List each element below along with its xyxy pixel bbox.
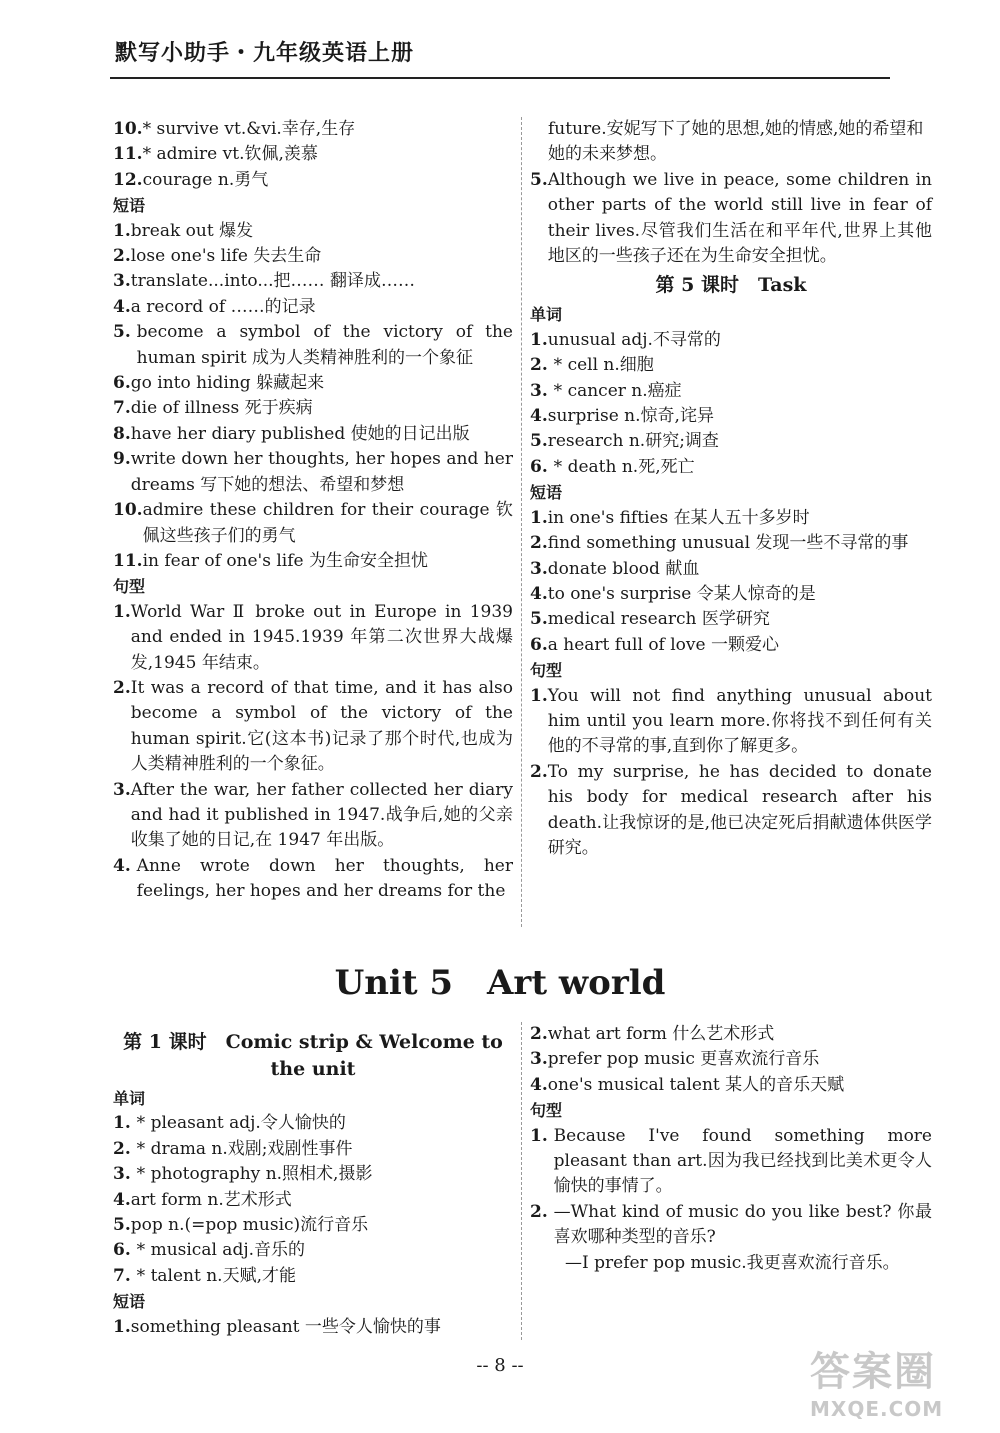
watermark-top: 答案圈 bbox=[810, 1349, 936, 1395]
item-text: donate blood 献血 bbox=[547, 558, 700, 579]
list-item bbox=[113, 1315, 513, 1340]
item-text: research n.研究;调查 bbox=[547, 431, 719, 452]
item-number: 2. bbox=[530, 355, 554, 376]
section-label: 句型 bbox=[530, 1101, 563, 1121]
item-number: 3. bbox=[530, 1049, 548, 1070]
item-number: 4. bbox=[113, 855, 137, 876]
unit-title: Unit 5 Art world bbox=[334, 963, 666, 1003]
item-text: what art form 什么艺术形式 bbox=[547, 1024, 775, 1044]
item-number: 8. bbox=[113, 423, 131, 444]
list-item bbox=[113, 1213, 513, 1238]
list-item bbox=[530, 557, 932, 582]
item-text: in fear of one's life 为生命安全担忧 bbox=[142, 550, 428, 571]
item-number: 3. bbox=[530, 558, 548, 579]
lesson-title: 第 5 课时 Task bbox=[655, 274, 807, 297]
section-label: 单词 bbox=[113, 1089, 146, 1108]
list-item bbox=[113, 295, 513, 320]
continued-text: —I prefer pop music.我更喜欢流行音乐。 bbox=[548, 1252, 900, 1273]
list-item bbox=[530, 404, 932, 429]
item-text: die of illness 死于疾病 bbox=[130, 398, 313, 419]
list-item bbox=[530, 582, 932, 607]
list-item bbox=[530, 328, 932, 353]
item-number: 6. bbox=[530, 634, 548, 655]
list-item bbox=[113, 498, 513, 549]
item-text: pop n.(=pop music)流行音乐 bbox=[130, 1215, 369, 1236]
item-text: * pleasant adj.令人愉快的 bbox=[136, 1113, 346, 1134]
list-item bbox=[113, 447, 513, 498]
item-number: 1. bbox=[530, 507, 548, 528]
section-label: 单词 bbox=[530, 305, 563, 325]
column-divider-top bbox=[521, 117, 522, 927]
list-item bbox=[530, 607, 932, 632]
item-text: * drama n.戏剧;戏剧性事件 bbox=[136, 1138, 353, 1159]
list-item bbox=[530, 1124, 932, 1200]
list-item bbox=[530, 168, 932, 270]
item-number: 2. bbox=[530, 1201, 554, 1222]
list-item bbox=[113, 117, 513, 142]
list-item bbox=[530, 1200, 932, 1251]
item-text: * talent n.天赋,才能 bbox=[136, 1265, 296, 1286]
list-item bbox=[113, 244, 513, 269]
list-item bbox=[113, 778, 513, 854]
list-item bbox=[530, 684, 932, 760]
item-text: It was a record of that time, and it has also become a symbol of the victory of the human spirit.它(这本书)记录了那个时代,也成为人类精神胜利的一个象征。 bbox=[130, 677, 513, 775]
item-number: 6. bbox=[113, 373, 131, 394]
page-header-title: 默写小助手・九年级英语上册 bbox=[115, 41, 415, 66]
item-text: World War Ⅱ broke out in Europe in 1939 and ended in 1945.1939 年第二次世界大战爆发,1945 年结束。 bbox=[130, 601, 513, 673]
page-number: -- 8 -- bbox=[476, 1355, 524, 1376]
section-label: 短语 bbox=[113, 196, 146, 216]
item-text: unusual adj.不寻常的 bbox=[547, 329, 721, 350]
item-number: 6. bbox=[530, 456, 554, 477]
item-text: * musical adj.音乐的 bbox=[136, 1240, 305, 1261]
item-text: * survive vt.&vi.幸存,生存 bbox=[142, 119, 356, 139]
list-item bbox=[530, 760, 932, 862]
watermark-bottom: MXQE.COM bbox=[810, 1397, 944, 1421]
list-item bbox=[113, 549, 513, 574]
item-number: 10. bbox=[113, 119, 143, 139]
left-column-top bbox=[113, 117, 513, 905]
item-text: medical research 医学研究 bbox=[547, 609, 770, 630]
item-text: * photography n.照相术,摄影 bbox=[136, 1164, 373, 1185]
list-item bbox=[113, 269, 513, 294]
item-number: 1. bbox=[113, 1113, 137, 1134]
item-number: 3. bbox=[113, 271, 131, 292]
item-number: 10. bbox=[113, 500, 143, 521]
item-number: 11. bbox=[113, 144, 143, 165]
item-number: 5. bbox=[530, 169, 548, 190]
item-number: 1. bbox=[113, 601, 131, 622]
list-item bbox=[530, 1073, 932, 1098]
list-item bbox=[113, 1238, 513, 1263]
list-item bbox=[530, 455, 932, 480]
item-number: 2. bbox=[530, 761, 548, 782]
item-number: 2. bbox=[530, 533, 548, 554]
item-text: * cell n.细胞 bbox=[553, 355, 654, 376]
item-number: 4. bbox=[113, 296, 131, 317]
item-text: find something unusual 发现一些不寻常的事 bbox=[547, 533, 909, 554]
item-text: to one's surprise 令某人惊奇的是 bbox=[547, 583, 816, 604]
item-text: become a symbol of the victory of the human spirit 成为人类精神胜利的一个象征 bbox=[136, 322, 513, 368]
lesson-title: 第 1 课时 Comic strip & Welcome to the unit bbox=[123, 1031, 503, 1080]
list-item bbox=[530, 1047, 932, 1072]
item-text: * cancer n.癌症 bbox=[553, 380, 682, 401]
item-number: 1. bbox=[113, 1316, 131, 1337]
item-number: 2. bbox=[113, 246, 131, 267]
item-number: 1. bbox=[530, 685, 548, 706]
item-text: write down her thoughts, her hopes and her dreams 写下她的想法、希望和梦想 bbox=[130, 449, 513, 495]
list-item bbox=[530, 506, 932, 531]
list-item bbox=[113, 1162, 513, 1187]
section-label: 句型 bbox=[530, 661, 563, 681]
list-item bbox=[113, 854, 513, 905]
item-text: lose one's life 失去生命 bbox=[130, 246, 322, 267]
item-text: a heart full of love 一颗爱心 bbox=[547, 634, 779, 655]
item-number: 4. bbox=[530, 1074, 548, 1095]
section-label: 短语 bbox=[530, 483, 563, 503]
item-number: 2. bbox=[113, 1138, 137, 1159]
item-text: courage n.勇气 bbox=[142, 169, 269, 190]
item-number: 6. bbox=[113, 1240, 137, 1261]
item-text: —What kind of music do you like best? 你最喜欢哪种类型的音乐? bbox=[553, 1201, 932, 1248]
right-column-bottom bbox=[530, 1022, 932, 1276]
right-column-top bbox=[530, 117, 932, 861]
item-number: 2. bbox=[530, 1024, 548, 1044]
column-divider-bottom bbox=[521, 1022, 522, 1340]
item-text: art form n.艺术形式 bbox=[130, 1189, 292, 1210]
list-item bbox=[113, 142, 513, 167]
item-number: 1. bbox=[113, 220, 131, 241]
watermark-logo bbox=[810, 1340, 970, 1420]
item-number: 3. bbox=[113, 779, 131, 800]
item-text: break out 爆发 bbox=[130, 220, 254, 241]
list-item bbox=[113, 396, 513, 421]
list-item bbox=[113, 1188, 513, 1213]
list-item bbox=[113, 168, 513, 193]
list-item bbox=[113, 371, 513, 396]
item-number: 5. bbox=[530, 609, 548, 630]
item-number: 7. bbox=[113, 398, 131, 419]
list-item bbox=[530, 531, 932, 556]
list-item bbox=[530, 1022, 932, 1047]
item-text: * death n.死,死亡 bbox=[553, 456, 695, 477]
item-text: After the war, her father collected her diary and had it published in 1947.战争后,她的父亲收集了她的日记,在 1947 年出版。 bbox=[130, 779, 513, 851]
item-text: translate...into...把…… 翻译成…… bbox=[130, 271, 415, 292]
list-item bbox=[113, 320, 513, 371]
item-text: something pleasant 一些令人愉快的事 bbox=[130, 1316, 441, 1337]
section-label: 短语 bbox=[113, 1292, 146, 1312]
item-text: surprise n.惊奇,诧异 bbox=[547, 406, 714, 427]
section-label: 句型 bbox=[113, 577, 146, 597]
item-number: 12. bbox=[113, 169, 143, 190]
item-text: have her diary published 使她的日记出版 bbox=[130, 423, 470, 444]
list-item bbox=[113, 1137, 513, 1162]
item-number: 2. bbox=[113, 677, 131, 698]
item-number: 4. bbox=[113, 1189, 131, 1210]
item-text: a record of ……的记录 bbox=[130, 296, 316, 317]
item-text: Because I've found something more pleasant than art.因为我已经找到比美术更令人愉快的事情了。 bbox=[553, 1125, 932, 1197]
item-number: 3. bbox=[530, 380, 554, 401]
list-item bbox=[530, 353, 932, 378]
item-number: 5. bbox=[113, 1215, 131, 1236]
item-number: 3. bbox=[113, 1164, 137, 1185]
item-text: Although we live in peace, some children in other parts of the world still live in fear of their lives.尽管我们生活在和平年代,世界上其他地区的一些孩子还在为生命安全担忧。 bbox=[547, 169, 932, 267]
item-text: in one's fifties 在某人五十多岁时 bbox=[547, 507, 810, 528]
list-item bbox=[113, 422, 513, 447]
item-text: go into hiding 躲藏起来 bbox=[130, 373, 325, 394]
header-rule bbox=[110, 77, 890, 79]
item-number: 11. bbox=[113, 550, 143, 571]
continued-text: future.安妮写下了她的思想,她的情感,她的希望和她的未来梦想。 bbox=[548, 119, 924, 165]
item-number: 1. bbox=[530, 1125, 554, 1146]
item-text: To my surprise, he has decided to donate his body for medical research after his death.让我惊讶的是,他已决定死后捐献遗体供医学研究。 bbox=[547, 761, 932, 858]
item-text: one's musical talent 某人的音乐天赋 bbox=[547, 1074, 845, 1095]
item-text: You will not find anything unusual about him until you learn more.你将找不到任何有关他的不寻常的事,直到你了解更多。 bbox=[547, 685, 932, 757]
list-item bbox=[113, 1264, 513, 1289]
list-item bbox=[113, 219, 513, 244]
list-item bbox=[113, 600, 513, 676]
item-number: 1. bbox=[530, 329, 548, 350]
item-number: 5. bbox=[530, 431, 548, 452]
item-text: Anne wrote down her thoughts, her feelings, her hopes and her dreams for the bbox=[136, 855, 513, 902]
item-number: 9. bbox=[113, 449, 131, 470]
list-item bbox=[530, 633, 932, 658]
item-text: prefer pop music 更喜欢流行音乐 bbox=[547, 1049, 820, 1070]
list-item bbox=[530, 379, 932, 404]
item-text: admire these children for their courage 钦佩这些孩子们的勇气 bbox=[142, 500, 513, 546]
item-number: 4. bbox=[530, 583, 548, 604]
item-text: * admire vt.钦佩,羡慕 bbox=[142, 144, 318, 165]
list-item bbox=[530, 429, 932, 454]
list-item bbox=[113, 1111, 513, 1136]
item-number: 5. bbox=[113, 322, 137, 343]
list-item bbox=[113, 676, 513, 778]
item-number: 4. bbox=[530, 406, 548, 427]
left-column-bottom bbox=[113, 1026, 513, 1340]
item-number: 7. bbox=[113, 1265, 137, 1286]
